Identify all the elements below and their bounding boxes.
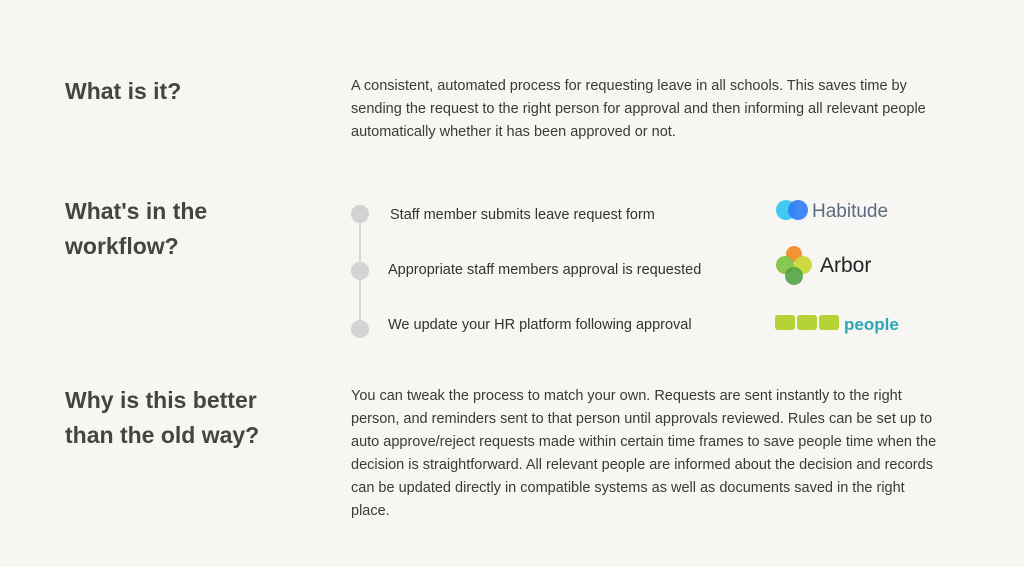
timeline-dot-1 bbox=[351, 205, 369, 223]
workflow-heading-line1: What's in the bbox=[65, 198, 208, 224]
timeline-dot-2 bbox=[351, 262, 369, 280]
workflow-step-2: Appropriate staff members approval is requested bbox=[388, 262, 702, 278]
arbor-logo bbox=[774, 244, 884, 291]
why-description: You can tweak the process to match your own. Requests are sent instantly to the right person, and reminders sent to that person until approvals reviewed. Rules can be set up to auto approve/reject requests made within certain time frames to save people time when the decision is straightforward. All relevant people are informed about the decision and records can be updated directly in compatible systems as well as documents saved in the right place. bbox=[351, 388, 937, 519]
workflow-step-1: Staff member submits leave request form bbox=[390, 207, 655, 223]
arbor-wordmark: Arbor bbox=[820, 254, 872, 277]
people-wordmark: people bbox=[844, 315, 899, 334]
workflow-heading-line2: workflow? bbox=[65, 233, 179, 259]
people-logo bbox=[774, 311, 914, 340]
habitude-wordmark: Habitude bbox=[812, 201, 889, 222]
what-heading: What is it? bbox=[65, 78, 182, 104]
why-heading-line2: than the old way? bbox=[65, 422, 260, 448]
habitude-logo bbox=[774, 197, 904, 228]
timeline-dot-3 bbox=[351, 320, 369, 338]
what-description: A consistent, automated process for requesting leave in all schools. This saves time by sending the request to the right person for approval and then informing all relevant people automatically whether it has been approved or not. bbox=[351, 78, 926, 140]
workflow-heading bbox=[65, 194, 207, 264]
why-heading-line1: Why is this better bbox=[65, 387, 257, 413]
why-heading bbox=[65, 383, 259, 453]
workflow-step-3: We update your HR platform following approval bbox=[388, 317, 692, 333]
